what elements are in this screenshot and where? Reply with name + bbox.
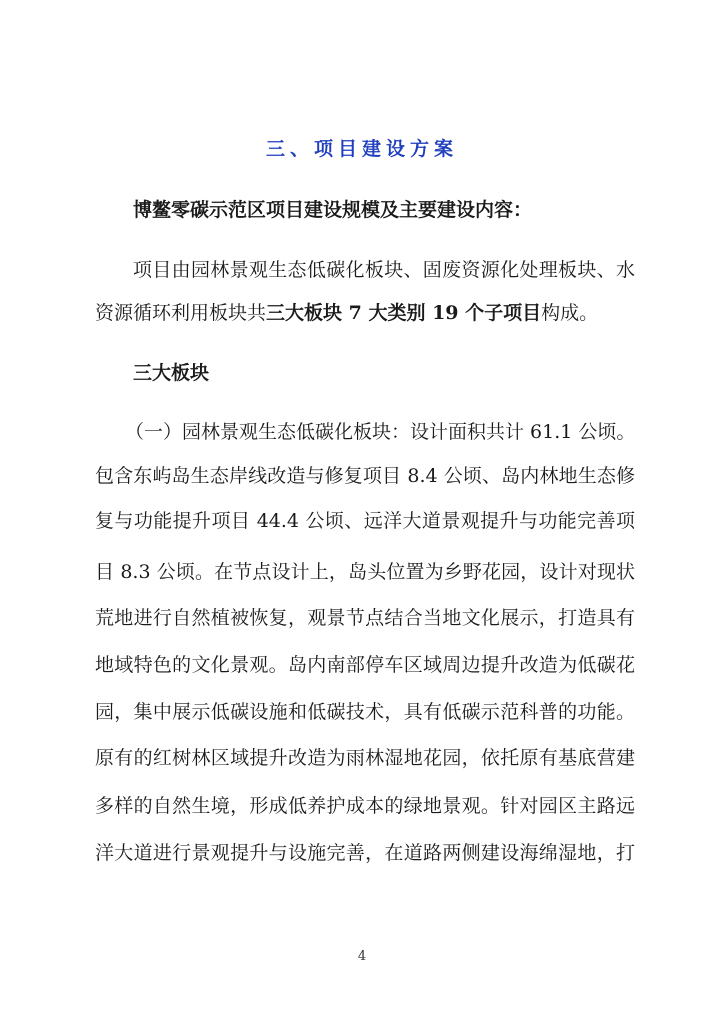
intro-line-2 [95, 301, 635, 325]
body-line-6: 地域特色的文化景观。岛内南部停车区域周边提升改造为低碳花 [95, 654, 635, 676]
page-number: 4 [357, 949, 367, 964]
body-line-1: （一）园林景观生态低碳化板块：设计面积共计 61.1 公顷。 [125, 421, 635, 443]
intro-line-1: 项目由园林景观生态低碳化板块、固废资源化处理板块、水 [133, 259, 635, 281]
intro-text-bold: 三大板块 7 大类别 19 个子项目 [266, 302, 542, 324]
subheading: 博鳌零碳示范区项目建设规模及主要建设内容： [133, 199, 533, 221]
body-line-8: 原有的红树林区域提升改造为雨林湿地花园，依托原有基底营建 [95, 747, 635, 769]
body-line-10: 洋大道进行景观提升与设施完善，在道路两侧建设海绵湿地，打 [95, 842, 635, 864]
intro-text-a: 资源循环利用板块共 [95, 302, 267, 324]
section-heading: 三、项目建设方案 [265, 138, 458, 160]
body-line-9: 多样的自然生境，形成低养护成本的绿地景观。针对园区主路远 [95, 795, 635, 817]
body-line-7: 园，集中展示低碳设施和低碳技术，具有低碳示范科普的功能。 [95, 701, 635, 723]
body-line-2: 包含东屿岛生态岸线改造与修复项目 8.4 公顷、岛内林地生态修 [95, 465, 635, 487]
intro-text-c: 构成。 [541, 302, 599, 324]
body-line-5: 荒地进行自然植被恢复，观景节点结合当地文化展示，打造具有 [95, 607, 635, 629]
section-title: 三大板块 [133, 362, 210, 384]
body-line-4: 目 8.3 公顷。在节点设计上，岛头位置为乡野花园，设计对现状 [95, 561, 635, 583]
body-line-3: 复与功能提升项目 44.4 公顷、远洋大道景观提升与功能完善项 [95, 510, 635, 532]
